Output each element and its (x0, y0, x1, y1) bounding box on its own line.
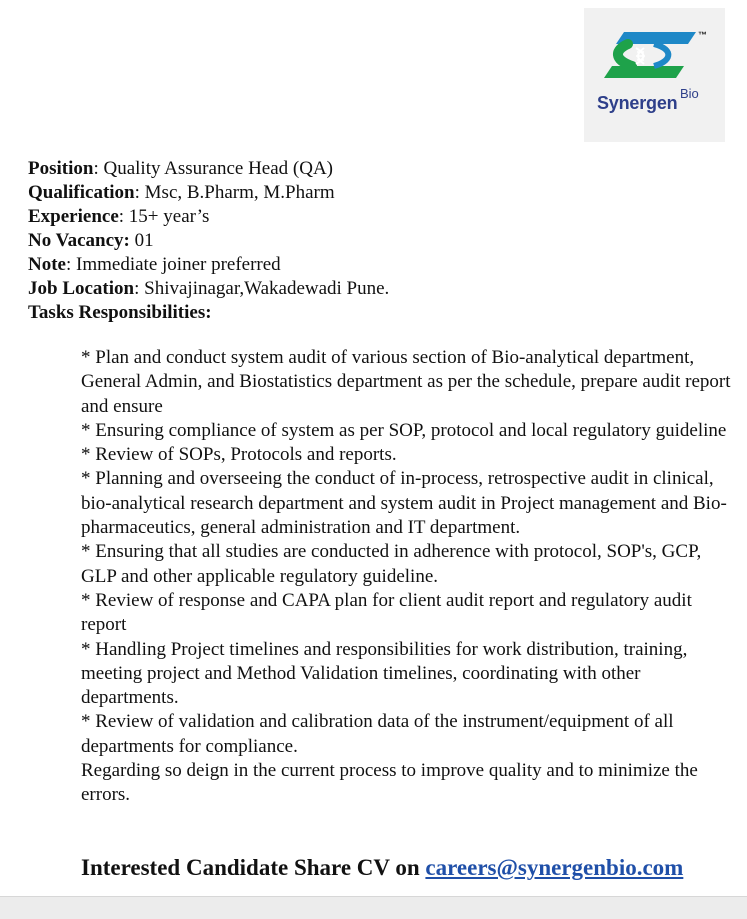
tasks-heading-label: Tasks Responsibilities: (28, 302, 212, 323)
dna-helix-icon (584, 8, 725, 142)
call-to-action (81, 854, 683, 882)
experience-value: 15+ year’s (128, 206, 210, 227)
qualification-field: Qualification: Msc, B.Pharm, M.Pharm (28, 182, 335, 203)
footer-bar (0, 896, 747, 919)
position-label: Position (28, 158, 94, 179)
list-item: * Handling Project timelines and responsibilities for work distribution, training, meeting project and Method Validation timelines, coordinating with other departments. (81, 638, 688, 709)
company-logo (584, 8, 725, 142)
logo-brand-suffix: Bio (680, 86, 699, 101)
vacancy-field (28, 229, 708, 253)
note-label: Note (28, 254, 66, 275)
list-item: * Review of response and CAPA plan for client audit report and regulatory audit report (81, 589, 692, 636)
list-item: * Plan and conduct system audit of various section of Bio-analytical department, General Admin, and Biostatistics department as per the schedule, prepare audit report and ensure (81, 347, 731, 417)
vacancy-label: No Vacancy: (28, 230, 130, 251)
list-item: * Review of validation and calibration data of the instrument/equipment of all departments for compliance. (81, 711, 674, 757)
qualification-value: Msc, B.Pharm, M.Pharm (144, 182, 335, 203)
tasks-heading (28, 301, 708, 325)
cta-text: Interested Candidate Share CV on (81, 855, 426, 880)
position-value: Quality Assurance Head (QA) (103, 158, 333, 179)
experience-label: Experience (28, 206, 119, 227)
note-field: Note: Immediate joiner preferred (28, 254, 281, 275)
list-item: * Planning and overseeing the conduct of in-process, retrospective audit in clinical, bio-analytical research department and system audit in Project management and Bio-pharmaceutics, general administration and IT department. (81, 468, 727, 539)
job-location-value: Shivajinagar,Wakadewadi Pune. (144, 278, 390, 299)
note-value: Immediate joiner preferred (76, 254, 281, 275)
list-item: * Review of SOPs, Protocols and reports. (81, 444, 397, 466)
vacancy-value: 01 (134, 230, 154, 251)
list-item: Regarding so deign in the current process to improve quality and to minimize the errors. (81, 760, 698, 806)
trademark-symbol: ™ (698, 30, 707, 40)
position-field: Position: Quality Assurance Head (QA) (28, 158, 333, 179)
responsibilities-list (81, 346, 731, 808)
job-location-field: Job Location: Shivajinagar,Wakadewadi Pune. (28, 278, 390, 299)
logo-brand-name: Synergen (597, 93, 678, 113)
list-item: * Ensuring compliance of system as per SOP, protocol and local regulatory guideline (81, 419, 727, 441)
job-location-label: Job Location (28, 278, 135, 299)
job-details (28, 157, 708, 325)
list-item: * Ensuring that all studies are conducted in adherence with protocol, SOP's, GCP, GLP and other applicable regulatory guideline. (81, 541, 702, 587)
experience-field: Experience: 15+ year’s (28, 206, 210, 227)
qualification-label: Qualification (28, 182, 135, 203)
email-link[interactable]: careers@synergenbio.com (425, 855, 684, 880)
